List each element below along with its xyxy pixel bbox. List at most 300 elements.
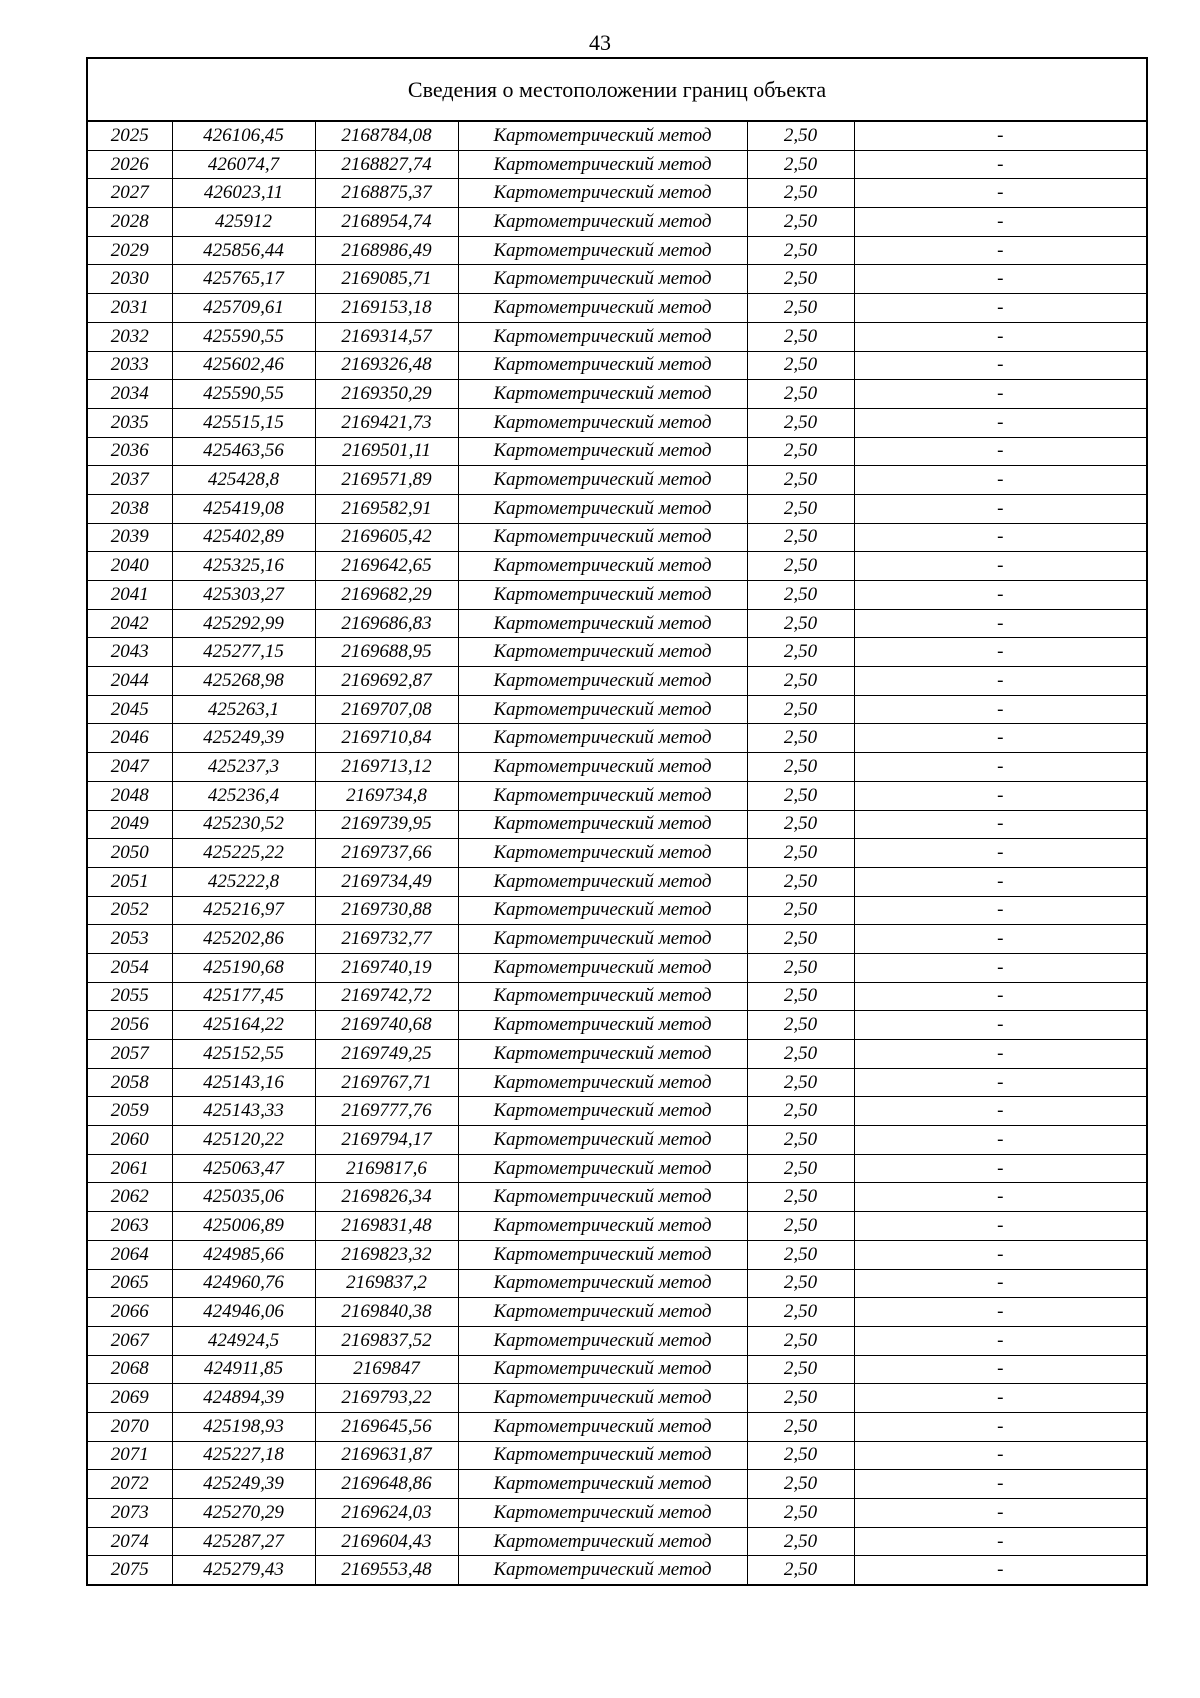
table-row	[87, 1384, 1147, 1413]
method-cell: Картометрический метод	[458, 1355, 747, 1384]
method-cell: Картометрический метод	[458, 1384, 747, 1413]
x-coordinate-cell: 425270,29	[172, 1499, 315, 1528]
point-number-cell: 2061	[87, 1154, 172, 1183]
accuracy-cell: 2,50	[747, 667, 854, 696]
description-cell: -	[854, 1126, 1147, 1155]
description-cell: -	[854, 1412, 1147, 1441]
point-number-cell: 2057	[87, 1040, 172, 1069]
y-coordinate-cell: 2169707,08	[315, 695, 458, 724]
method-cell: Картометрический метод	[458, 351, 747, 380]
table-row	[87, 408, 1147, 437]
point-number-cell: 2048	[87, 781, 172, 810]
accuracy-cell: 2,50	[747, 695, 854, 724]
point-number-cell: 2030	[87, 265, 172, 294]
description-cell: -	[854, 953, 1147, 982]
x-coordinate-cell: 426074,7	[172, 150, 315, 179]
point-number-cell: 2052	[87, 896, 172, 925]
y-coordinate-cell: 2169734,8	[315, 781, 458, 810]
table-row	[87, 1240, 1147, 1269]
x-coordinate-cell: 425237,3	[172, 753, 315, 782]
accuracy-cell: 2,50	[747, 1269, 854, 1298]
y-coordinate-cell: 2169710,84	[315, 724, 458, 753]
point-number-cell: 2066	[87, 1298, 172, 1327]
y-coordinate-cell: 2169749,25	[315, 1040, 458, 1069]
x-coordinate-cell: 425428,8	[172, 466, 315, 495]
x-coordinate-cell: 425225,22	[172, 839, 315, 868]
point-number-cell: 2054	[87, 953, 172, 982]
point-number-cell: 2036	[87, 437, 172, 466]
x-coordinate-cell: 425063,47	[172, 1154, 315, 1183]
description-cell: -	[854, 1470, 1147, 1499]
y-coordinate-cell: 2169826,34	[315, 1183, 458, 1212]
accuracy-cell: 2,50	[747, 1097, 854, 1126]
method-cell: Картометрический метод	[458, 121, 747, 150]
x-coordinate-cell: 425912	[172, 208, 315, 237]
description-cell: -	[854, 695, 1147, 724]
y-coordinate-cell: 2169777,76	[315, 1097, 458, 1126]
method-cell: Картометрический метод	[458, 982, 747, 1011]
accuracy-cell: 2,50	[747, 437, 854, 466]
x-coordinate-cell: 425268,98	[172, 667, 315, 696]
method-cell: Картометрический метод	[458, 953, 747, 982]
table-row	[87, 724, 1147, 753]
accuracy-cell: 2,50	[747, 351, 854, 380]
table-row	[87, 695, 1147, 724]
description-cell: -	[854, 494, 1147, 523]
method-cell: Картометрический метод	[458, 265, 747, 294]
point-number-cell: 2075	[87, 1556, 172, 1585]
point-number-cell: 2059	[87, 1097, 172, 1126]
table-row	[87, 552, 1147, 581]
accuracy-cell: 2,50	[747, 1470, 854, 1499]
point-number-cell: 2047	[87, 753, 172, 782]
accuracy-cell: 2,50	[747, 179, 854, 208]
boundary-coordinates-table	[86, 57, 1148, 1586]
y-coordinate-cell: 2169713,12	[315, 753, 458, 782]
description-cell: -	[854, 466, 1147, 495]
x-coordinate-cell: 424911,85	[172, 1355, 315, 1384]
method-cell: Картометрический метод	[458, 1326, 747, 1355]
y-coordinate-cell: 2168875,37	[315, 179, 458, 208]
method-cell: Картометрический метод	[458, 552, 747, 581]
table-row	[87, 1212, 1147, 1241]
x-coordinate-cell: 425143,33	[172, 1097, 315, 1126]
method-cell: Картометрический метод	[458, 1298, 747, 1327]
y-coordinate-cell: 2169837,2	[315, 1269, 458, 1298]
accuracy-cell: 2,50	[747, 638, 854, 667]
description-cell: -	[854, 1183, 1147, 1212]
method-cell: Картометрический метод	[458, 322, 747, 351]
y-coordinate-cell: 2169501,11	[315, 437, 458, 466]
description-cell: -	[854, 1499, 1147, 1528]
y-coordinate-cell: 2168986,49	[315, 236, 458, 265]
point-number-cell: 2041	[87, 581, 172, 610]
x-coordinate-cell: 425190,68	[172, 953, 315, 982]
description-cell: -	[854, 1097, 1147, 1126]
x-coordinate-cell: 425035,06	[172, 1183, 315, 1212]
table-row	[87, 1499, 1147, 1528]
accuracy-cell: 2,50	[747, 896, 854, 925]
y-coordinate-cell: 2169847	[315, 1355, 458, 1384]
description-cell: -	[854, 437, 1147, 466]
point-number-cell: 2067	[87, 1326, 172, 1355]
accuracy-cell: 2,50	[747, 953, 854, 982]
x-coordinate-cell: 425463,56	[172, 437, 315, 466]
method-cell: Картометрический метод	[458, 1068, 747, 1097]
point-number-cell: 2065	[87, 1269, 172, 1298]
x-coordinate-cell: 425765,17	[172, 265, 315, 294]
y-coordinate-cell: 2169624,03	[315, 1499, 458, 1528]
accuracy-cell: 2,50	[747, 781, 854, 810]
point-number-cell: 2034	[87, 380, 172, 409]
point-number-cell: 2035	[87, 408, 172, 437]
accuracy-cell: 2,50	[747, 1556, 854, 1585]
accuracy-cell: 2,50	[747, 609, 854, 638]
accuracy-cell: 2,50	[747, 1326, 854, 1355]
x-coordinate-cell: 425602,46	[172, 351, 315, 380]
page-number: 43	[589, 30, 611, 55]
x-coordinate-cell: 425143,16	[172, 1068, 315, 1097]
table-row	[87, 753, 1147, 782]
x-coordinate-cell: 424924,5	[172, 1326, 315, 1355]
accuracy-cell: 2,50	[747, 1298, 854, 1327]
point-number-cell: 2032	[87, 322, 172, 351]
description-cell: -	[854, 667, 1147, 696]
point-number-cell: 2043	[87, 638, 172, 667]
y-coordinate-cell: 2168784,08	[315, 121, 458, 150]
point-number-cell: 2072	[87, 1470, 172, 1499]
point-number-cell: 2056	[87, 1011, 172, 1040]
method-cell: Картометрический метод	[458, 1499, 747, 1528]
table-row	[87, 208, 1147, 237]
point-number-cell: 2046	[87, 724, 172, 753]
method-cell: Картометрический метод	[458, 667, 747, 696]
x-coordinate-cell: 425164,22	[172, 1011, 315, 1040]
y-coordinate-cell: 2169350,29	[315, 380, 458, 409]
y-coordinate-cell: 2169837,52	[315, 1326, 458, 1355]
table-row	[87, 839, 1147, 868]
y-coordinate-cell: 2169737,66	[315, 839, 458, 868]
description-cell: -	[854, 523, 1147, 552]
table-row	[87, 1126, 1147, 1155]
point-number-cell: 2037	[87, 466, 172, 495]
table-row	[87, 1011, 1147, 1040]
y-coordinate-cell: 2169793,22	[315, 1384, 458, 1413]
point-number-cell: 2070	[87, 1412, 172, 1441]
accuracy-cell: 2,50	[747, 982, 854, 1011]
method-cell: Картометрический метод	[458, 1470, 747, 1499]
accuracy-cell: 2,50	[747, 1040, 854, 1069]
table-row	[87, 1154, 1147, 1183]
description-cell: -	[854, 322, 1147, 351]
x-coordinate-cell: 425202,86	[172, 925, 315, 954]
method-cell: Картометрический метод	[458, 208, 747, 237]
description-cell: -	[854, 208, 1147, 237]
point-number-cell: 2028	[87, 208, 172, 237]
accuracy-cell: 2,50	[747, 753, 854, 782]
y-coordinate-cell: 2169742,72	[315, 982, 458, 1011]
accuracy-cell: 2,50	[747, 408, 854, 437]
table-row	[87, 1269, 1147, 1298]
accuracy-cell: 2,50	[747, 523, 854, 552]
table-row	[87, 179, 1147, 208]
point-number-cell: 2060	[87, 1126, 172, 1155]
y-coordinate-cell: 2169645,56	[315, 1412, 458, 1441]
y-coordinate-cell: 2169688,95	[315, 638, 458, 667]
y-coordinate-cell: 2169153,18	[315, 294, 458, 323]
y-coordinate-cell: 2169314,57	[315, 322, 458, 351]
point-number-cell: 2053	[87, 925, 172, 954]
method-cell: Картометрический метод	[458, 1183, 747, 1212]
accuracy-cell: 2,50	[747, 121, 854, 150]
point-number-cell: 2038	[87, 494, 172, 523]
accuracy-cell: 2,50	[747, 1499, 854, 1528]
x-coordinate-cell: 425120,22	[172, 1126, 315, 1155]
point-number-cell: 2029	[87, 236, 172, 265]
y-coordinate-cell: 2169582,91	[315, 494, 458, 523]
accuracy-cell: 2,50	[747, 839, 854, 868]
point-number-cell: 2042	[87, 609, 172, 638]
point-number-cell: 2062	[87, 1183, 172, 1212]
x-coordinate-cell: 425006,89	[172, 1212, 315, 1241]
method-cell: Картометрический метод	[458, 1441, 747, 1470]
description-cell: -	[854, 867, 1147, 896]
point-number-cell: 2074	[87, 1527, 172, 1556]
y-coordinate-cell: 2169740,68	[315, 1011, 458, 1040]
point-number-cell: 2055	[87, 982, 172, 1011]
description-cell: -	[854, 265, 1147, 294]
boundary-table-container	[86, 57, 1146, 1586]
description-cell: -	[854, 753, 1147, 782]
table-row	[87, 1183, 1147, 1212]
table-row	[87, 1097, 1147, 1126]
point-number-cell: 2068	[87, 1355, 172, 1384]
x-coordinate-cell: 424985,66	[172, 1240, 315, 1269]
y-coordinate-cell: 2169682,29	[315, 581, 458, 610]
x-coordinate-cell: 425515,15	[172, 408, 315, 437]
table-row	[87, 925, 1147, 954]
description-cell: -	[854, 581, 1147, 610]
accuracy-cell: 2,50	[747, 1527, 854, 1556]
description-cell: -	[854, 810, 1147, 839]
point-number-cell: 2031	[87, 294, 172, 323]
accuracy-cell: 2,50	[747, 1183, 854, 1212]
table-row	[87, 810, 1147, 839]
method-cell: Картометрический метод	[458, 150, 747, 179]
accuracy-cell: 2,50	[747, 552, 854, 581]
x-coordinate-cell: 425198,93	[172, 1412, 315, 1441]
description-cell: -	[854, 925, 1147, 954]
method-cell: Картометрический метод	[458, 1556, 747, 1585]
description-cell: -	[854, 294, 1147, 323]
x-coordinate-cell: 425263,1	[172, 695, 315, 724]
method-cell: Картометрический метод	[458, 294, 747, 323]
method-cell: Картометрический метод	[458, 408, 747, 437]
x-coordinate-cell: 426023,11	[172, 179, 315, 208]
table-row	[87, 523, 1147, 552]
accuracy-cell: 2,50	[747, 1011, 854, 1040]
y-coordinate-cell: 2169730,88	[315, 896, 458, 925]
description-cell: -	[854, 121, 1147, 150]
y-coordinate-cell: 2169571,89	[315, 466, 458, 495]
accuracy-cell: 2,50	[747, 1212, 854, 1241]
point-number-cell: 2044	[87, 667, 172, 696]
y-coordinate-cell: 2169604,43	[315, 1527, 458, 1556]
accuracy-cell: 2,50	[747, 494, 854, 523]
accuracy-cell: 2,50	[747, 150, 854, 179]
y-coordinate-cell: 2169642,65	[315, 552, 458, 581]
y-coordinate-cell: 2169692,87	[315, 667, 458, 696]
method-cell: Картометрический метод	[458, 1097, 747, 1126]
table-row	[87, 294, 1147, 323]
table-row	[87, 1470, 1147, 1499]
accuracy-cell: 2,50	[747, 1126, 854, 1155]
x-coordinate-cell: 425856,44	[172, 236, 315, 265]
description-cell: -	[854, 896, 1147, 925]
method-cell: Картометрический метод	[458, 437, 747, 466]
y-coordinate-cell: 2169686,83	[315, 609, 458, 638]
description-cell: -	[854, 1269, 1147, 1298]
table-row	[87, 121, 1147, 150]
description-cell: -	[854, 1011, 1147, 1040]
table-row	[87, 781, 1147, 810]
method-cell: Картометрический метод	[458, 1269, 747, 1298]
table-row	[87, 380, 1147, 409]
description-cell: -	[854, 408, 1147, 437]
method-cell: Картометрический метод	[458, 581, 747, 610]
y-coordinate-cell: 2169739,95	[315, 810, 458, 839]
table-body	[87, 121, 1147, 1585]
accuracy-cell: 2,50	[747, 294, 854, 323]
accuracy-cell: 2,50	[747, 1240, 854, 1269]
description-cell: -	[854, 236, 1147, 265]
method-cell: Картометрический метод	[458, 1154, 747, 1183]
x-coordinate-cell: 425277,15	[172, 638, 315, 667]
y-coordinate-cell: 2168954,74	[315, 208, 458, 237]
x-coordinate-cell: 425236,4	[172, 781, 315, 810]
x-coordinate-cell: 425227,18	[172, 1441, 315, 1470]
description-cell: -	[854, 380, 1147, 409]
description-cell: -	[854, 1556, 1147, 1585]
y-coordinate-cell: 2169421,73	[315, 408, 458, 437]
point-number-cell: 2051	[87, 867, 172, 896]
table-row	[87, 1441, 1147, 1470]
description-cell: -	[854, 1326, 1147, 1355]
accuracy-cell: 2,50	[747, 322, 854, 351]
y-coordinate-cell: 2169631,87	[315, 1441, 458, 1470]
table-row	[87, 1527, 1147, 1556]
method-cell: Картометрический метод	[458, 638, 747, 667]
description-cell: -	[854, 1212, 1147, 1241]
point-number-cell: 2040	[87, 552, 172, 581]
y-coordinate-cell: 2169648,86	[315, 1470, 458, 1499]
x-coordinate-cell: 425709,61	[172, 294, 315, 323]
method-cell: Картометрический метод	[458, 724, 747, 753]
table-row	[87, 1412, 1147, 1441]
x-coordinate-cell: 425419,08	[172, 494, 315, 523]
x-coordinate-cell: 425249,39	[172, 724, 315, 753]
description-cell: -	[854, 1441, 1147, 1470]
table-row	[87, 1556, 1147, 1585]
x-coordinate-cell: 425590,55	[172, 322, 315, 351]
y-coordinate-cell: 2169734,49	[315, 867, 458, 896]
table-row	[87, 1326, 1147, 1355]
method-cell: Картометрический метод	[458, 867, 747, 896]
x-coordinate-cell: 425292,99	[172, 609, 315, 638]
method-cell: Картометрический метод	[458, 236, 747, 265]
x-coordinate-cell: 425287,27	[172, 1527, 315, 1556]
method-cell: Картометрический метод	[458, 1011, 747, 1040]
point-number-cell: 2025	[87, 121, 172, 150]
point-number-cell: 2050	[87, 839, 172, 868]
x-coordinate-cell: 424894,39	[172, 1384, 315, 1413]
method-cell: Картометрический метод	[458, 896, 747, 925]
method-cell: Картометрический метод	[458, 1527, 747, 1556]
table-row	[87, 1040, 1147, 1069]
point-number-cell: 2071	[87, 1441, 172, 1470]
table-row	[87, 867, 1147, 896]
point-number-cell: 2027	[87, 179, 172, 208]
table-row	[87, 609, 1147, 638]
y-coordinate-cell: 2169740,19	[315, 953, 458, 982]
method-cell: Картометрический метод	[458, 609, 747, 638]
point-number-cell: 2033	[87, 351, 172, 380]
point-number-cell: 2064	[87, 1240, 172, 1269]
x-coordinate-cell: 425222,8	[172, 867, 315, 896]
x-coordinate-cell: 424946,06	[172, 1298, 315, 1327]
accuracy-cell: 2,50	[747, 265, 854, 294]
description-cell: -	[854, 1240, 1147, 1269]
accuracy-cell: 2,50	[747, 1068, 854, 1097]
method-cell: Картометрический метод	[458, 380, 747, 409]
table-row	[87, 953, 1147, 982]
y-coordinate-cell: 2169732,77	[315, 925, 458, 954]
method-cell: Картометрический метод	[458, 1126, 747, 1155]
description-cell: -	[854, 1040, 1147, 1069]
y-coordinate-cell: 2169605,42	[315, 523, 458, 552]
point-number-cell: 2045	[87, 695, 172, 724]
table-row	[87, 667, 1147, 696]
accuracy-cell: 2,50	[747, 867, 854, 896]
x-coordinate-cell: 425177,45	[172, 982, 315, 1011]
method-cell: Картометрический метод	[458, 1212, 747, 1241]
method-cell: Картометрический метод	[458, 1040, 747, 1069]
accuracy-cell: 2,50	[747, 1384, 854, 1413]
accuracy-cell: 2,50	[747, 208, 854, 237]
description-cell: -	[854, 351, 1147, 380]
accuracy-cell: 2,50	[747, 1441, 854, 1470]
table-row	[87, 494, 1147, 523]
table-row	[87, 236, 1147, 265]
table-row	[87, 1355, 1147, 1384]
accuracy-cell: 2,50	[747, 466, 854, 495]
method-cell: Картометрический метод	[458, 1412, 747, 1441]
description-cell: -	[854, 179, 1147, 208]
x-coordinate-cell: 425249,39	[172, 1470, 315, 1499]
y-coordinate-cell: 2169794,17	[315, 1126, 458, 1155]
method-cell: Картометрический метод	[458, 1240, 747, 1269]
y-coordinate-cell: 2169831,48	[315, 1212, 458, 1241]
accuracy-cell: 2,50	[747, 236, 854, 265]
method-cell: Картометрический метод	[458, 810, 747, 839]
description-cell: -	[854, 1527, 1147, 1556]
accuracy-cell: 2,50	[747, 925, 854, 954]
point-number-cell: 2069	[87, 1384, 172, 1413]
point-number-cell: 2073	[87, 1499, 172, 1528]
accuracy-cell: 2,50	[747, 1355, 854, 1384]
table-row	[87, 466, 1147, 495]
description-cell: -	[854, 552, 1147, 581]
